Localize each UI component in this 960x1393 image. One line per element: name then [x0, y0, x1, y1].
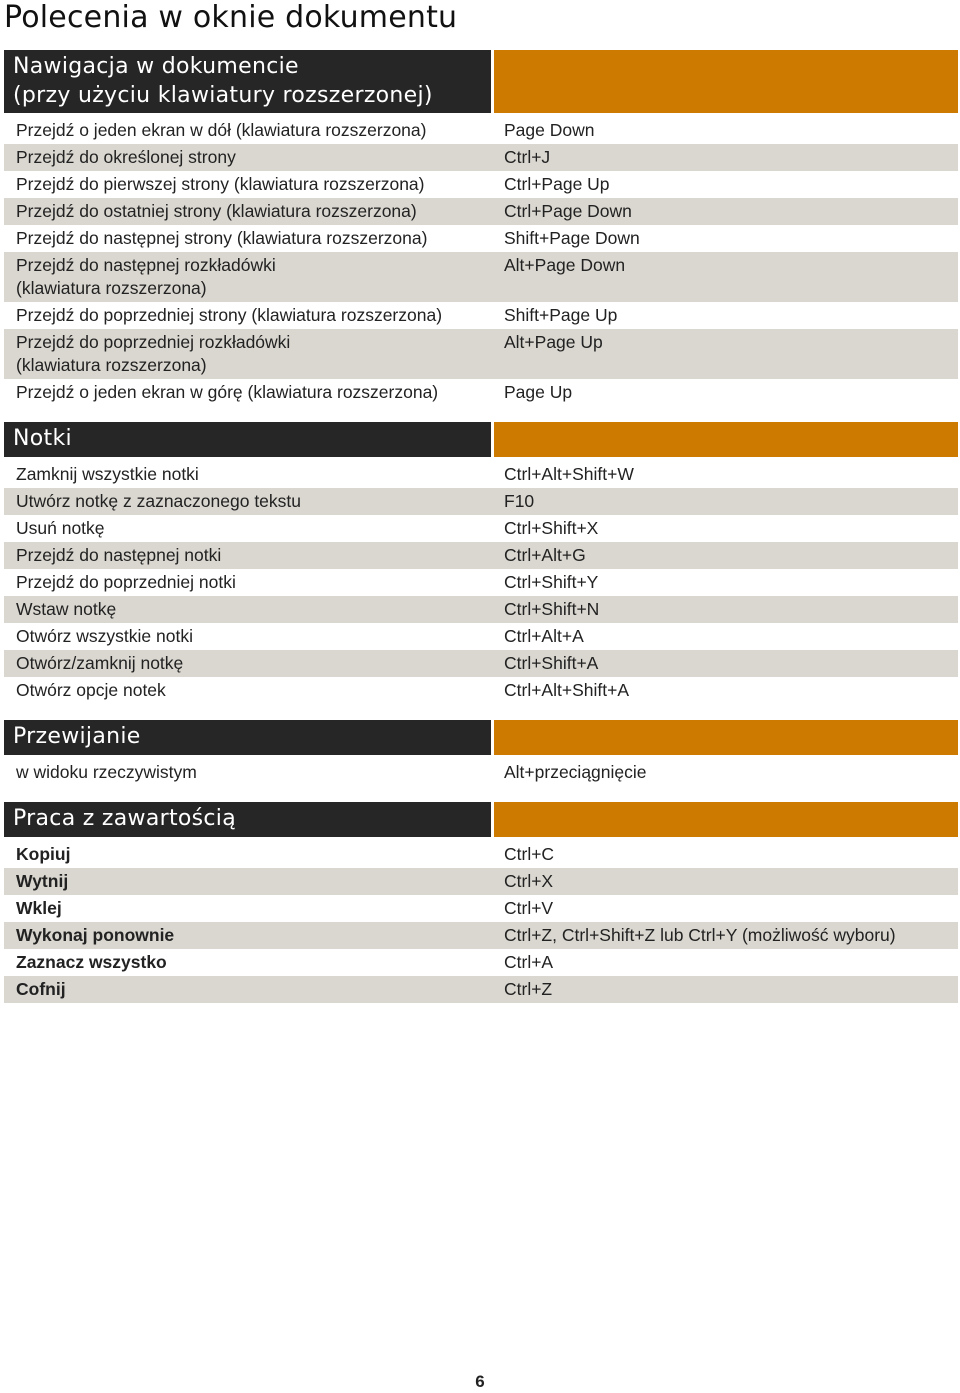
shortcut-row	[4, 650, 958, 677]
shortcut-row	[4, 515, 958, 542]
command-label: Wytnij	[16, 871, 69, 891]
shortcut-key: Ctrl+Page Down	[504, 201, 632, 221]
shortcut-section	[4, 422, 958, 720]
command-label: Przejdź do poprzedniej rozkładówki (klawiatura rozszerzona)	[16, 332, 291, 375]
shortcut-key: Ctrl+V	[504, 898, 554, 918]
shortcut-row	[4, 949, 958, 976]
shortcut-list	[4, 113, 958, 406]
section-title	[4, 422, 491, 457]
shortcut-key: Ctrl+J	[504, 147, 551, 167]
shortcut-list	[4, 837, 958, 1003]
shortcut-key: Shift+Page Up	[504, 305, 618, 325]
shortcut-section	[4, 50, 958, 422]
shortcut-row	[4, 461, 958, 488]
section-header-accent	[494, 802, 958, 837]
shortcut-key: Ctrl+A	[504, 952, 554, 972]
section-title-line: Nawigacja w dokumencie	[13, 54, 299, 79]
command-label: Zaznacz wszystko	[16, 952, 167, 972]
shortcut-row	[4, 841, 958, 868]
shortcut-key: Alt+przeciągnięcie	[504, 762, 647, 782]
shortcut-key: Ctrl+Shift+N	[504, 599, 600, 619]
command-label: w widoku rzeczywistym	[16, 762, 197, 782]
shortcut-list	[4, 755, 958, 786]
command-label: Przejdź do poprzedniej strony (klawiatura rozszerzona)	[16, 305, 443, 325]
section-title	[4, 50, 491, 113]
shortcut-sections	[4, 50, 958, 1003]
command-label: Przejdź do następnej strony (klawiatura rozszerzona)	[16, 228, 428, 248]
command-label: Otwórz opcje notek	[16, 680, 166, 700]
shortcut-key: Alt+Page Down	[504, 255, 626, 275]
command-label: Kopiuj	[16, 844, 71, 864]
command-label: Przejdź do pierwszej strony (klawiatura rozszerzona)	[16, 174, 425, 194]
shortcut-row	[4, 302, 958, 329]
shortcut-key: Ctrl+Z, Ctrl+Shift+Z lub Ctrl+Y (możliwość wyboru)	[504, 925, 896, 945]
shortcut-row	[4, 976, 958, 1003]
shortcut-key: Alt+Page Up	[504, 332, 603, 352]
shortcut-row	[4, 868, 958, 895]
shortcut-row	[4, 623, 958, 650]
section-title-line: Praca z zawartością	[13, 806, 237, 831]
shortcut-row	[4, 542, 958, 569]
shortcut-key: Page Down	[504, 120, 595, 140]
command-label: Przejdź do określonej strony	[16, 147, 236, 167]
section-title-line: (przy użyciu klawiatury rozszerzonej)	[13, 83, 433, 108]
command-label: Przejdź do ostatniej strony (klawiatura rozszerzona)	[16, 201, 417, 221]
command-label: Przejdź o jeden ekran w górę (klawiatura rozszerzona)	[16, 382, 439, 402]
command-label: Wklej	[16, 898, 62, 918]
shortcut-row	[4, 488, 958, 515]
shortcut-key: Ctrl+Alt+Shift+A	[504, 680, 629, 700]
section-header	[4, 422, 958, 457]
command-label: Przejdź do poprzedniej notki	[16, 572, 236, 592]
shortcut-row	[4, 252, 958, 302]
shortcut-row	[4, 144, 958, 171]
shortcut-section	[4, 802, 958, 1003]
command-label: Wykonaj ponownie	[16, 925, 175, 945]
command-label: Przejdź o jeden ekran w dół (klawiatura rozszerzona)	[16, 120, 427, 140]
page-number: 6	[475, 1372, 485, 1391]
shortcut-key: Ctrl+Alt+G	[504, 545, 586, 565]
command-label: Wstaw notkę	[16, 599, 117, 619]
shortcut-row	[4, 117, 958, 144]
shortcut-key: F10	[504, 491, 535, 511]
command-label: Przejdź do następnej notki	[16, 545, 222, 565]
section-header-accent	[494, 422, 958, 457]
command-label: Utwórz notkę z zaznaczonego tekstu	[16, 491, 302, 511]
section-header	[4, 802, 958, 837]
shortcut-key: Ctrl+Page Up	[504, 174, 610, 194]
shortcut-row	[4, 895, 958, 922]
command-label: Otwórz/zamknij notkę	[16, 653, 184, 673]
shortcut-key: Ctrl+Shift+Y	[504, 572, 599, 592]
shortcut-row	[4, 198, 958, 225]
command-label: Przejdź do następnej rozkładówki (klawiatura rozszerzona)	[16, 255, 276, 298]
command-label: Usuń notkę	[16, 518, 105, 538]
command-label: Zamknij wszystkie notki	[16, 464, 199, 484]
shortcut-key: Page Up	[504, 382, 573, 402]
command-label: Cofnij	[16, 979, 66, 999]
page-title: Polecenia w oknie dokumentu	[4, 0, 458, 35]
shortcut-key: Ctrl+Alt+A	[504, 626, 584, 646]
shortcut-key: Shift+Page Down	[504, 228, 640, 248]
section-title-line: Notki	[13, 426, 72, 451]
section-header	[4, 720, 958, 755]
shortcut-row	[4, 596, 958, 623]
section-title-line: Przewijanie	[13, 724, 141, 749]
shortcut-row	[4, 225, 958, 252]
section-title	[4, 720, 491, 755]
section-header-accent	[494, 720, 958, 755]
shortcut-key: Ctrl+Shift+A	[504, 653, 599, 673]
shortcut-key: Ctrl+C	[504, 844, 555, 864]
section-header	[4, 50, 958, 113]
section-title	[4, 802, 491, 837]
shortcut-key: Ctrl+Alt+Shift+W	[504, 464, 634, 484]
shortcut-row	[4, 329, 958, 379]
shortcut-list	[4, 457, 958, 704]
shortcut-row	[4, 379, 958, 406]
shortcut-row	[4, 171, 958, 198]
shortcut-row	[4, 569, 958, 596]
shortcut-row	[4, 677, 958, 704]
shortcut-row	[4, 922, 958, 949]
shortcut-key: Ctrl+Shift+X	[504, 518, 599, 538]
command-label: Otwórz wszystkie notki	[16, 626, 193, 646]
shortcut-section	[4, 720, 958, 802]
section-header-accent	[494, 50, 958, 113]
shortcut-key: Ctrl+X	[504, 871, 554, 891]
shortcut-key: Ctrl+Z	[504, 979, 553, 999]
shortcut-row	[4, 759, 958, 786]
